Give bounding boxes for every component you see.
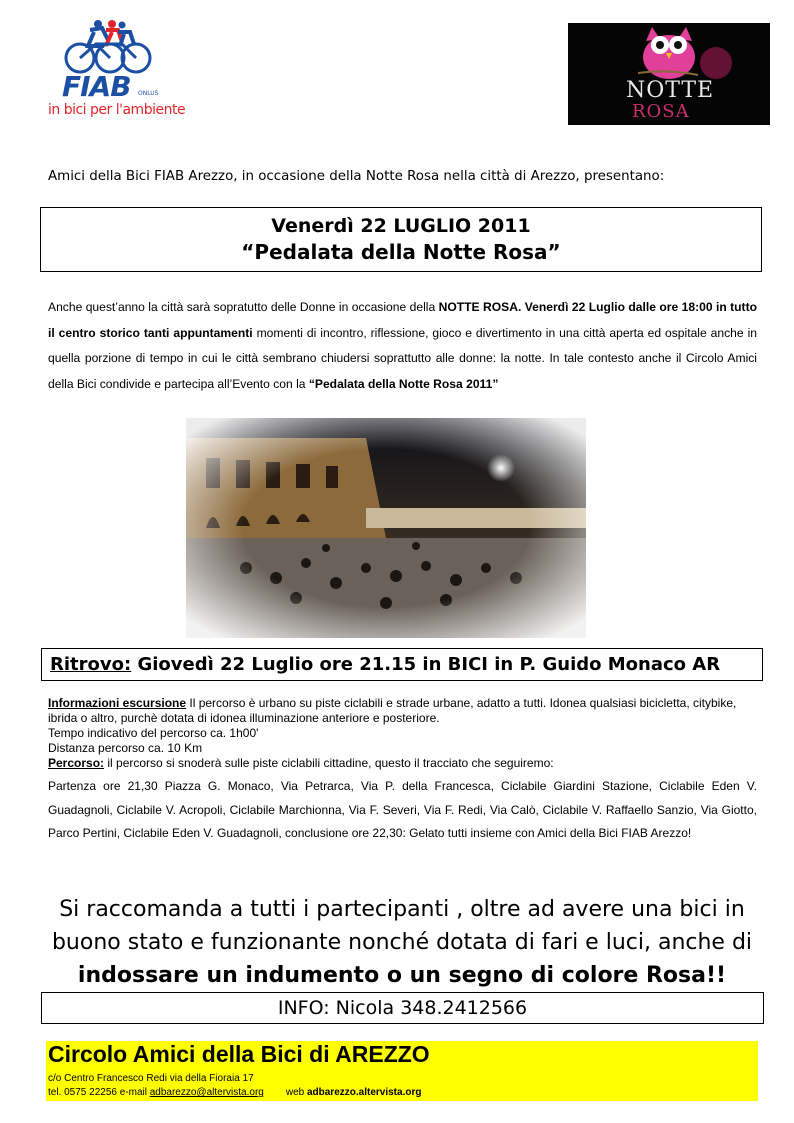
route-intro-line (48, 756, 757, 771)
description-text-1: Anche quest’anno la città sarà sopratutto delle Donne in occasione della (48, 300, 439, 314)
excursion-distance: Distanza percorso ca. 10 Km (48, 741, 203, 755)
notte-word: NOTTE (626, 78, 715, 103)
notte-rosa-logo (568, 23, 770, 125)
event-photo (186, 418, 586, 638)
recommendation-line-3: indossare un indumento o un segno di colore Rosa!! (77, 963, 727, 988)
fiab-logo (48, 20, 186, 125)
excursion-time: Tempo indicativo del percorso ca. 1h00' (48, 726, 259, 740)
recommendation (40, 893, 764, 992)
fiab-wordmark: FIAB (62, 70, 131, 103)
event-title-box (40, 207, 762, 272)
footer-email-link[interactable]: adbarezzo@altervista.org (149, 1087, 264, 1098)
footer-banner (46, 1041, 758, 1101)
description-paragraph (48, 295, 757, 397)
description-bold-1: NOTTE ROSA. Venerdì 22 Luglio dalle ore 18:00 in tutto il centro storico tanti appuntamenti (48, 300, 757, 340)
footer-heading: Circolo Amici della Bici di AREZZO (48, 1041, 430, 1067)
excursion-info (48, 696, 757, 846)
rosa-word: ROSA (632, 101, 690, 122)
recommendation-line-1: Si raccomanda a tutti i partecipanti , oltre ad avere una bici in (59, 897, 745, 922)
excursion-description (48, 696, 757, 726)
recommendation-line-2: buono stato e funzionante nonché dotata di fari e luci, anche di (51, 930, 753, 955)
description-text-2: momenti di incontro, riflessione, gioco e divertimento in una città aperta ed ospitale anche in quella porzione di tempo in cui le città sembrano chiudersi soprattutto alle donne: la notte. In tale contesto anche il Circolo Amici della Bici condivide e partecipa all’Evento con la (48, 325, 757, 391)
footer-web-label: web (285, 1087, 307, 1098)
description-bold-2: “Pedalata della Notte Rosa 2011” (308, 376, 499, 391)
footer-web-link[interactable]: adbarezzo.altervista.org (306, 1087, 422, 1098)
fiab-tagline: in bici per l'ambiente (48, 102, 186, 118)
cyclists-icon (50, 20, 162, 76)
footer-phone: tel. 0575 22256 e-mail (48, 1087, 150, 1098)
footer-contacts (48, 1087, 421, 1098)
meeting-box (41, 648, 763, 681)
fiab-onlus: ONLUS (138, 90, 159, 97)
event-date: Venerdì 22 LUGLIO 2011 (271, 215, 531, 237)
excursion-label: Informazioni escursione (48, 696, 187, 710)
excursion-text: Il percorso è urbano su piste ciclabili e strade urbane, adatto a tutti. Idonea qualsiasi bicicletta, citybike, ibrida o altro, purchè dotata di idonea illuminazione anteriore e posteriore. (48, 696, 737, 725)
route-label: Percorso: (48, 756, 105, 770)
meeting-label: Ritrovo: (50, 654, 132, 675)
contact-box: INFO: Nicola 348.2412566 (41, 992, 764, 1024)
route-text: Partenza ore 21,30 Piazza G. Monaco, Via Petrarca, Via P. della Francesca, Ciclabile Giardini Stazione, Ciclabile Eden V. Guadagnoli, Ciclabile V. Acropoli, Ciclabile Marchionna, Via F. Severi, Via F. Redi, Via Calò, Ciclabile V. Raffaello Sanzio, Via Giotto, Parco Pertini, Ciclabile Eden V. Guadagnoli, conclusione ore 22,30: Gelato tutti insieme con Amici della Bici FIAB Arezzo! (48, 779, 757, 840)
meeting-text: Giovedì 22 Luglio ore 21.15 in BICI in P. Guido Monaco AR (131, 654, 721, 675)
route-intro: il percorso si snoderà sulle piste ciclabili cittadine, questo il tracciato che seguiremo: (104, 756, 554, 770)
footer-address: c/o Centro Francesco Redi via della Fioraia 17 (48, 1073, 254, 1084)
intro-text: Amici della Bici FIAB Arezzo, in occasione della Notte Rosa nella città di Arezzo, presentano: (48, 169, 665, 184)
event-title: “Pedalata della Notte Rosa” (241, 240, 561, 264)
